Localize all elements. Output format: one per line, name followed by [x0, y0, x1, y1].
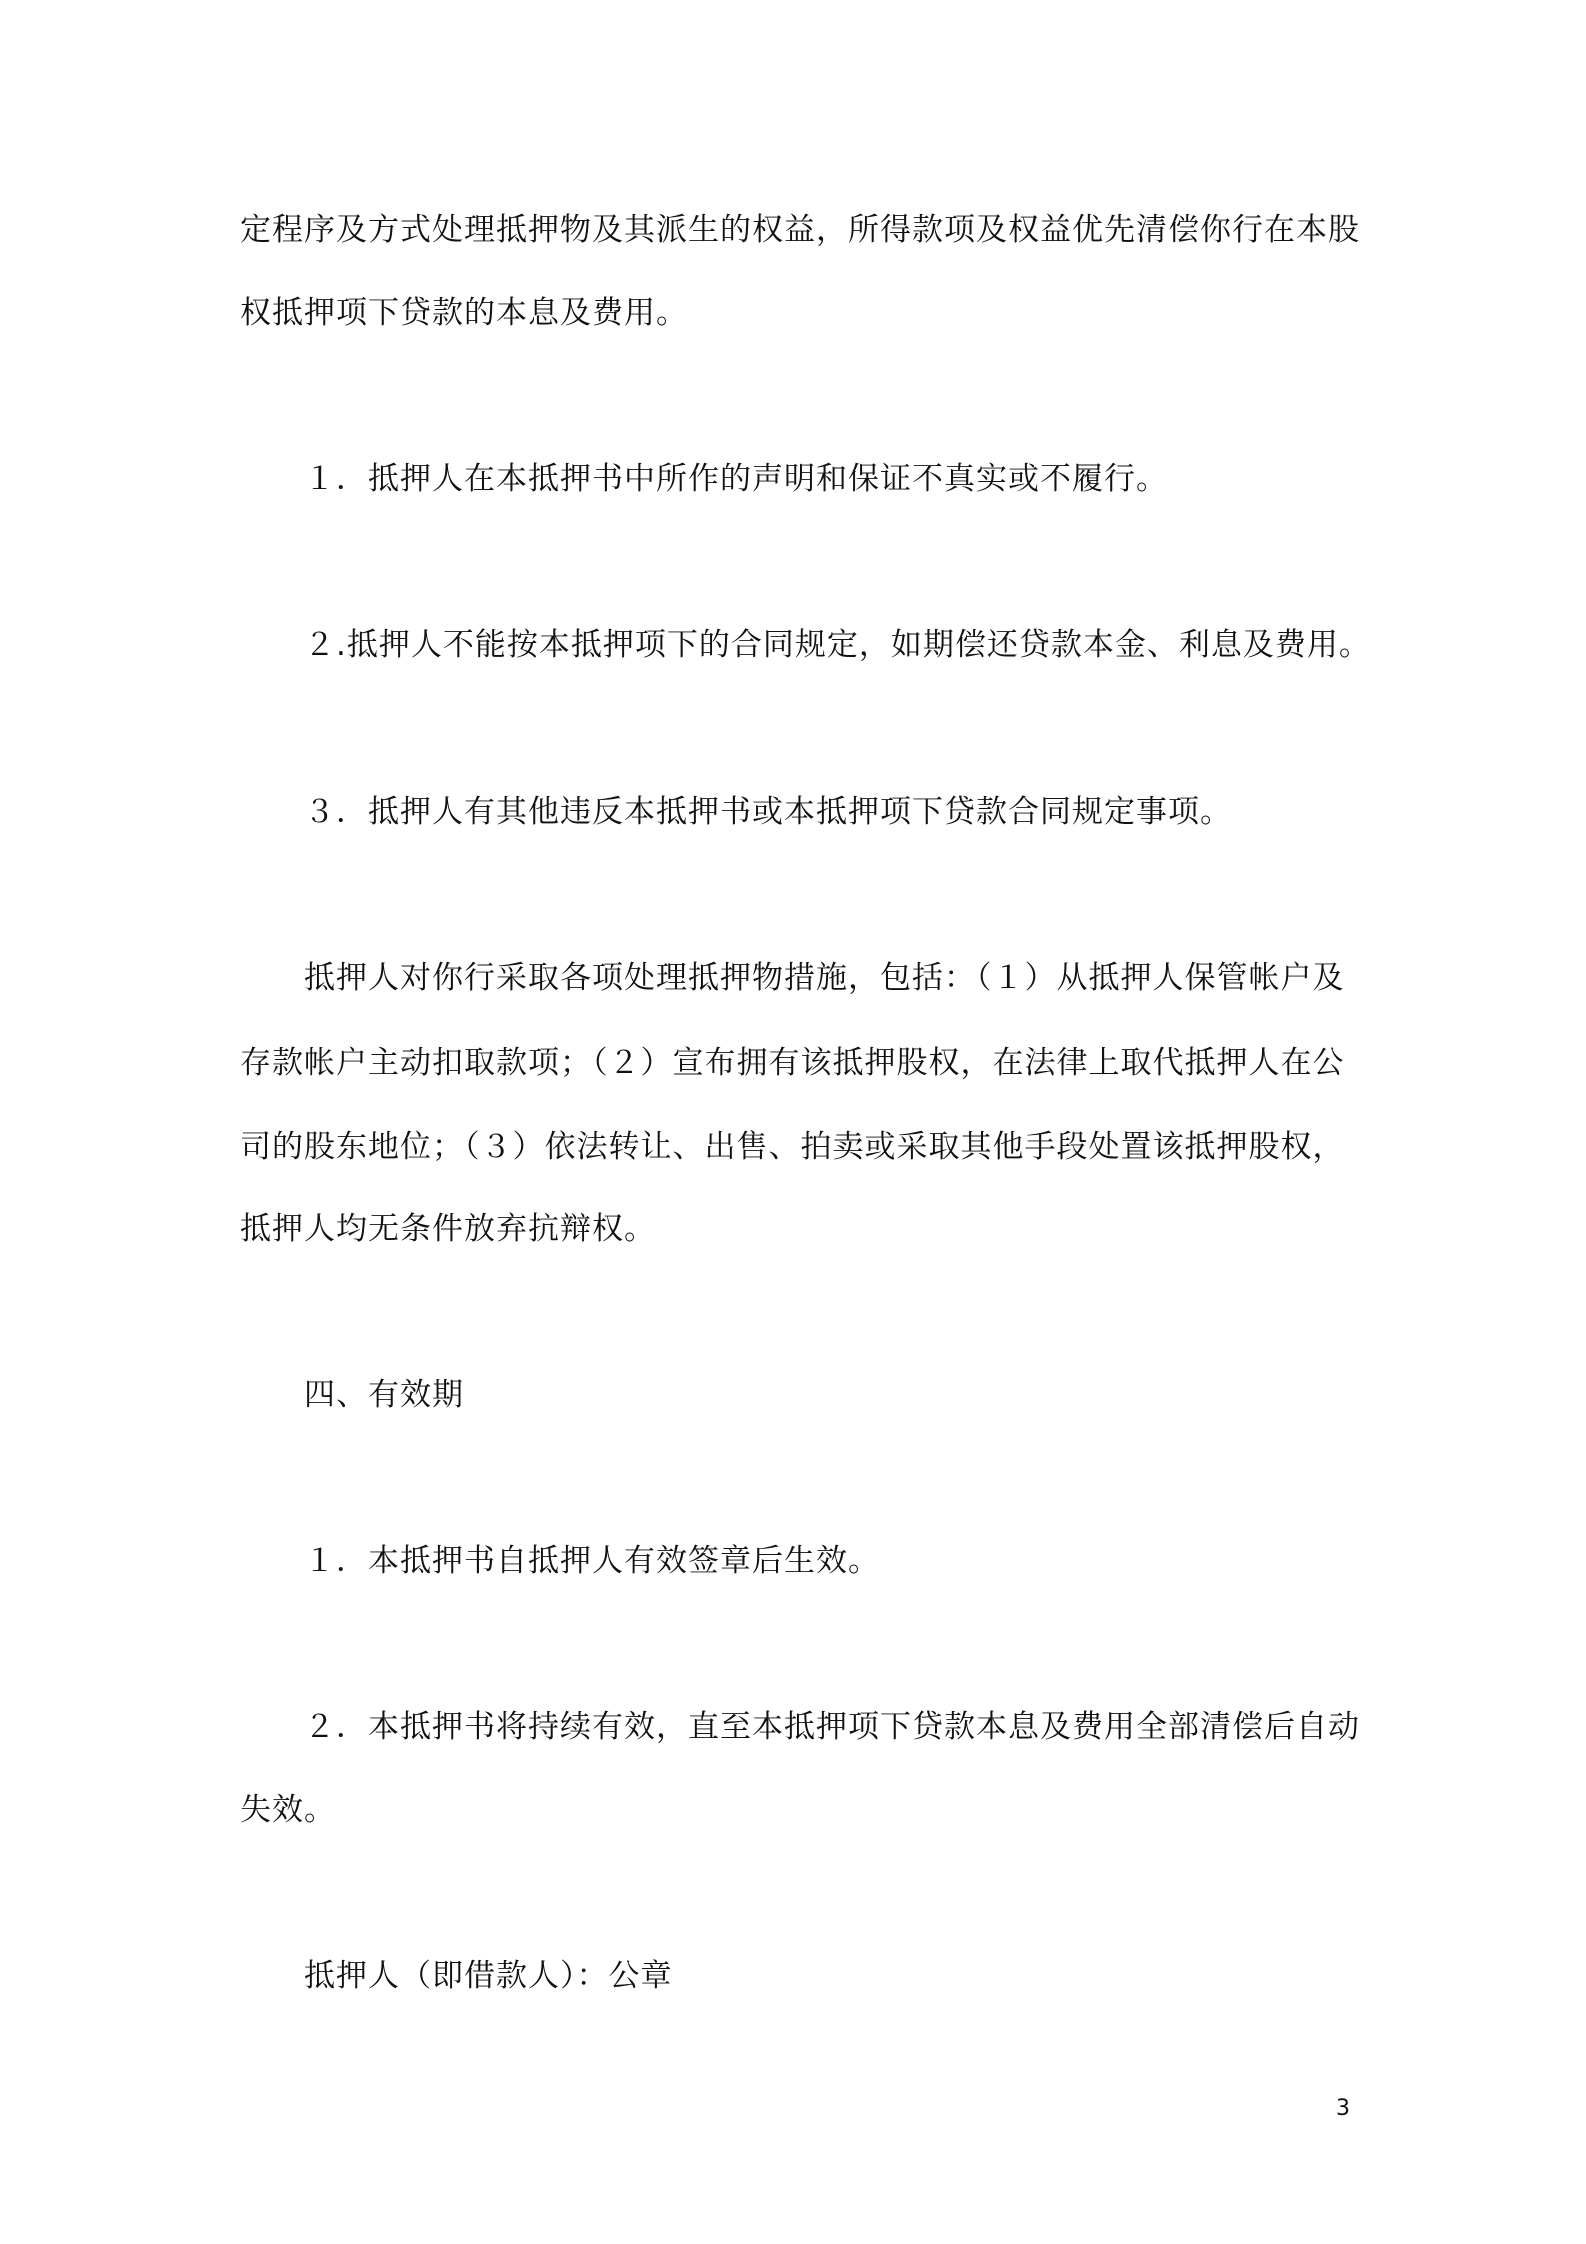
measures-line-2: 存款帐户主动扣取款项；（２）宣布拥有该抵押股权，在法律上取代抵押人在公: [240, 1045, 1345, 1081]
validity-clause-2-line-1: ２．本抵押书将持续有效，直至本抵押项下贷款本息及费用全部清偿后自动: [304, 1709, 1360, 1745]
paragraph-line-1: 定程序及方式处理抵押物及其派生的权益，所得款项及权益优先清偿你行在本股: [240, 212, 1360, 248]
validity-clause-1: １．本抵押书自抵押人有效签章后生效。: [304, 1543, 880, 1579]
clause-3: ３．抵押人有其他违反本抵押书或本抵押项下贷款合同规定事项。: [304, 794, 1232, 830]
clause-2: ２.抵押人不能按本抵押项下的合同规定，如期偿还贷款本金、利息及费用。: [304, 627, 1371, 663]
signature-line: 抵押人（即借款人）：公章: [304, 1958, 673, 1994]
measures-line-1: 抵押人对你行采取各项处理抵押物措施，包括：（１）从抵押人保管帐户及: [304, 960, 1345, 996]
validity-clause-2-line-2: 失效。: [240, 1792, 336, 1828]
section-heading-validity: 四、有效期: [304, 1377, 464, 1413]
measures-line-3: 司的股东地位；（３）依法转让、出售、拍卖或采取其他手段处置该抵押股权，: [240, 1129, 1345, 1165]
paragraph-line-2: 权抵押项下贷款的本息及费用。: [240, 295, 688, 331]
page-number: 3: [1336, 2096, 1350, 2121]
clause-1: １．抵押人在本抵押书中所作的声明和保证不真实或不履行。: [304, 461, 1168, 497]
measures-line-4: 抵押人均无条件放弃抗辩权。: [240, 1211, 656, 1247]
